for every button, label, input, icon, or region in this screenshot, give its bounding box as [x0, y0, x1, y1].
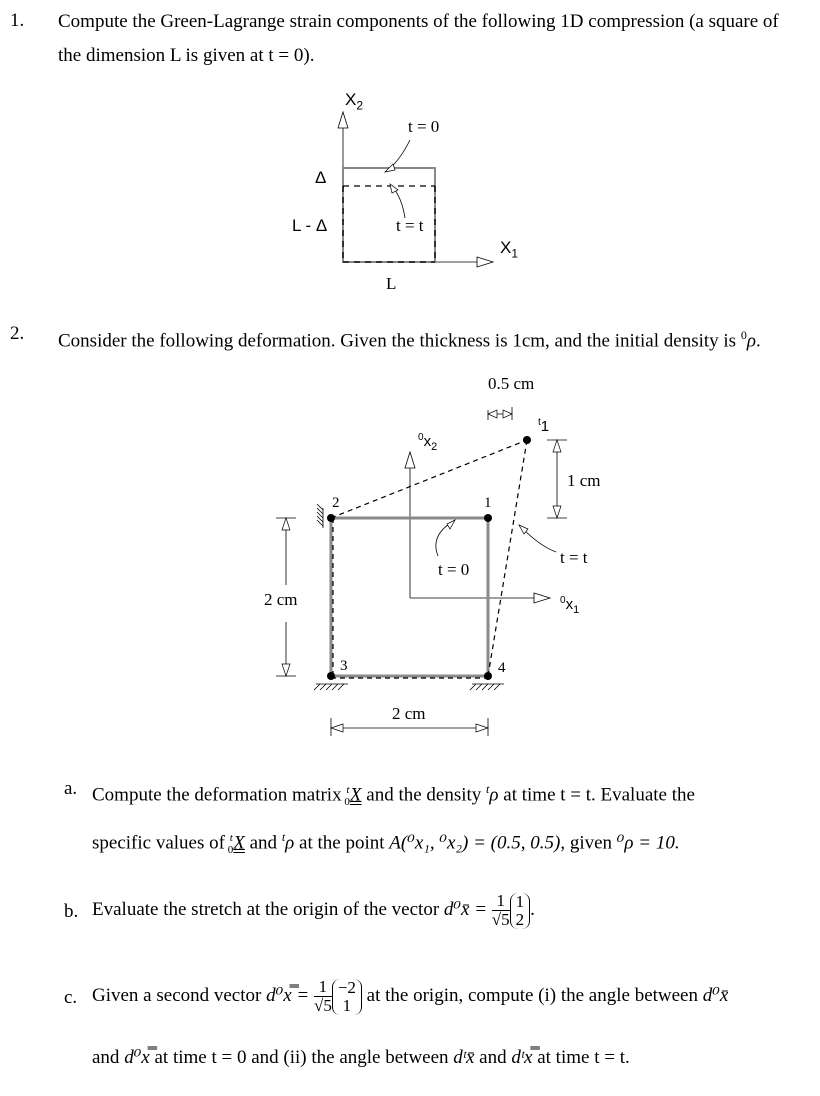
fig2-x2-label: $^0x_2$ — [418, 432, 438, 453]
part-c-line1: Given a second vector d⁰x̿ = $\frac{1}{√5}$ −2 1 at the origin, compute (i) the angle between d⁰x̄ — [92, 977, 729, 1016]
part-a-line1: Compute the deformation matrix $^t_0$X and the density $^t$ρ at time t = t. Evaluate the — [92, 782, 695, 809]
undeformed-square — [331, 518, 488, 676]
fig2-x1-label: $^0x_1$ — [560, 595, 580, 616]
fig1-l-label: L — [386, 274, 397, 293]
x1-arrowhead — [477, 257, 493, 267]
node-1-deformed — [523, 436, 531, 444]
problem1-number: 1. — [10, 10, 25, 31]
fig2-node3: 3 — [340, 658, 348, 674]
part-b-line: Evaluate the stretch at the origin of the vector d⁰x̄ = $\frac{1}{√5}$ 1 2 . — [92, 891, 535, 930]
part-c-label: c. — [64, 987, 78, 1008]
fig2-t0-label: t = 0 — [438, 560, 470, 579]
support-node-2 — [317, 504, 323, 528]
fig1-x2-label: $X_2$ — [345, 90, 364, 113]
fig2-tt-label: t = t — [560, 548, 588, 567]
node-4 — [484, 672, 492, 680]
fig1-x1-label: $X_1$ — [500, 238, 519, 261]
deformed-edge-14 — [488, 440, 527, 676]
fig2-node1: 1 — [484, 495, 492, 511]
fig1-t0-label: t = 0 — [408, 117, 440, 136]
support-node-3 — [314, 684, 348, 690]
node-3 — [327, 672, 335, 680]
problem1-line1: Compute the Green-Lagrange strain components of the following 1D compression (a square of — [58, 11, 779, 32]
fig2-node2: 2 — [332, 495, 340, 511]
part-c-line2: and d⁰x̿ at time t = 0 and (ii) the angle between dᵗx̄ and dᵗx̿ at time t = t. — [92, 1047, 630, 1068]
node-2 — [327, 514, 335, 522]
part-a-line2: specific values of $^t_0$X and $^t$ρ at the point A(⁰x₁, ⁰x₂) = (0.5, 0.5), given ⁰ρ = 10. — [92, 830, 680, 857]
fig2-dim-1cm: 1 cm — [567, 471, 601, 490]
fig1-tt-label: t = t — [396, 216, 424, 235]
part-b-label: b. — [64, 901, 79, 922]
fig2-dim-2cm-left: 2 cm — [264, 590, 298, 609]
fig1-delta-label: Δ — [315, 168, 327, 187]
fig2-node1-top: $^t$1 — [538, 417, 550, 435]
fig2-dim-2cm-bottom: 2 cm — [392, 704, 426, 723]
problem2-number: 2. — [10, 323, 25, 344]
part-a-label: a. — [64, 778, 78, 799]
support-node-4 — [470, 684, 504, 690]
node-1 — [484, 514, 492, 522]
problem2-line1: Consider the following deformation. Given the thickness is 1cm, and the initial density is $^0$ρ. — [58, 328, 761, 352]
fig2-dim-05: 0.5 cm — [488, 374, 535, 393]
problem1-line2: the dimension L is given at t = 0). — [58, 45, 315, 66]
fig2-node4: 4 — [498, 660, 506, 676]
fig1-ldelta-label: L - Δ — [292, 216, 328, 235]
